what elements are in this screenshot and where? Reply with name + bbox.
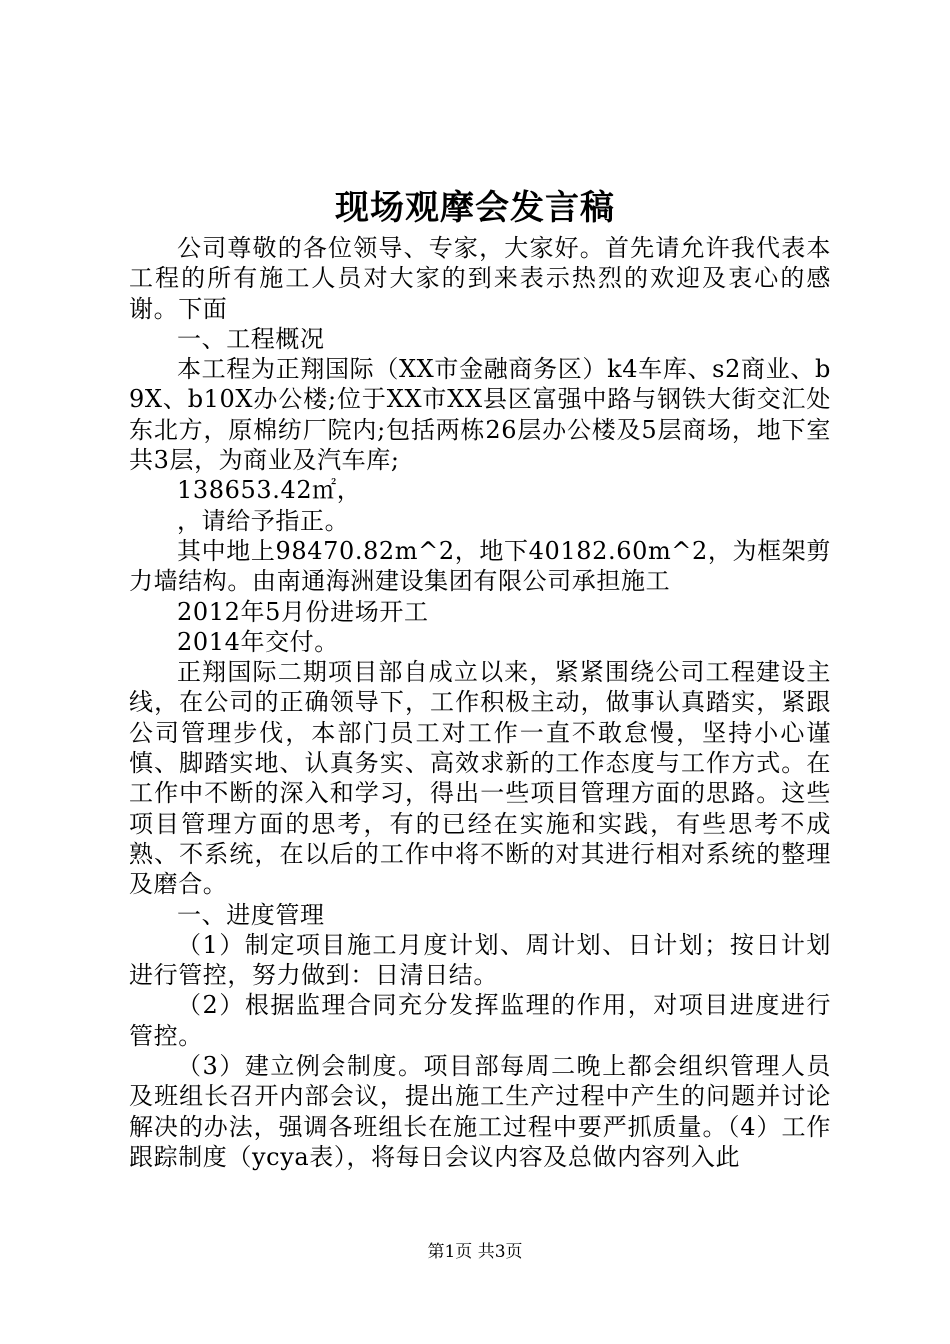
paragraph: 公司尊敬的各位领导、专家，大家好。首先请允许我代表本工程的所有施工人员对大家的到来表示热烈的欢迎及衷心的感谢。下面 — [129, 234, 831, 323]
document-title: 现场观摩会发言稿 — [335, 188, 615, 228]
page-footer: 第1页 共3页 — [427, 1242, 523, 1262]
paragraph: （3）建立例会制度。项目部每周二晚上都会组织管理人员及班组长召开内部会议，提出施工生产过程中产生的问题并讨论解决的办法，强调各班组长在施工过程中要严抓质量。（4）工作跟踪制度（ycya表），将每日会议内容及总做内容列入此 — [129, 1052, 831, 1171]
paragraph: 2012年5月份进场开工 — [177, 597, 429, 626]
paragraph: ，请给予指正。 — [177, 506, 350, 535]
document-body — [129, 233, 831, 1172]
paragraph: 其中地上98470.82m^2，地下40182.60m^2，为框架剪力墙结构。由南通海洲建设集团有限公司承担施工 — [129, 536, 831, 596]
paragraph: （2）根据监理合同充分发挥监理的作用，对项目进度进行管控。 — [129, 991, 831, 1050]
paragraph: （1）制定项目施工月度计划、周计划、日计划；按日计划进行管控，努力做到：日清日结。 — [129, 930, 831, 990]
paragraph: 正翔国际二期项目部自成立以来，紧紧围绕公司工程建设主线，在公司的正确领导下，工作积极主动，做事认真踏实，紧跟公司管理步伐，本部门员工对工作一直不敢怠慢，坚持小心谨慎、脚踏实地、认真务实、高效求新的工作态度与工作方式。在工作中不断的深入和学习，得出一些项目管理方面的思路。这些项目管理方面的思考，有的已经在实施和实践，有些思考不成熟、不系统，在以后的工作中将不断的对其进行相对系统的整理及磨合。 — [129, 658, 831, 899]
paragraph: 本工程为正翔国际（XX市金融商务区）k4车库、s2商业、b9X、b10X办公楼;位于XX市XX县区富强中路与钢铁大街交汇处东北方，原棉纺厂院内;包括两栋26层办公楼及5层商场，地下室共3层，为商业及汽车库; — [129, 355, 831, 475]
paragraph: 2014年交付。 — [177, 627, 339, 656]
section-heading: 一、进度管理 — [177, 900, 325, 929]
paragraph: 138653.42㎡， — [177, 476, 362, 505]
section-heading: 一、工程概况 — [177, 324, 325, 353]
